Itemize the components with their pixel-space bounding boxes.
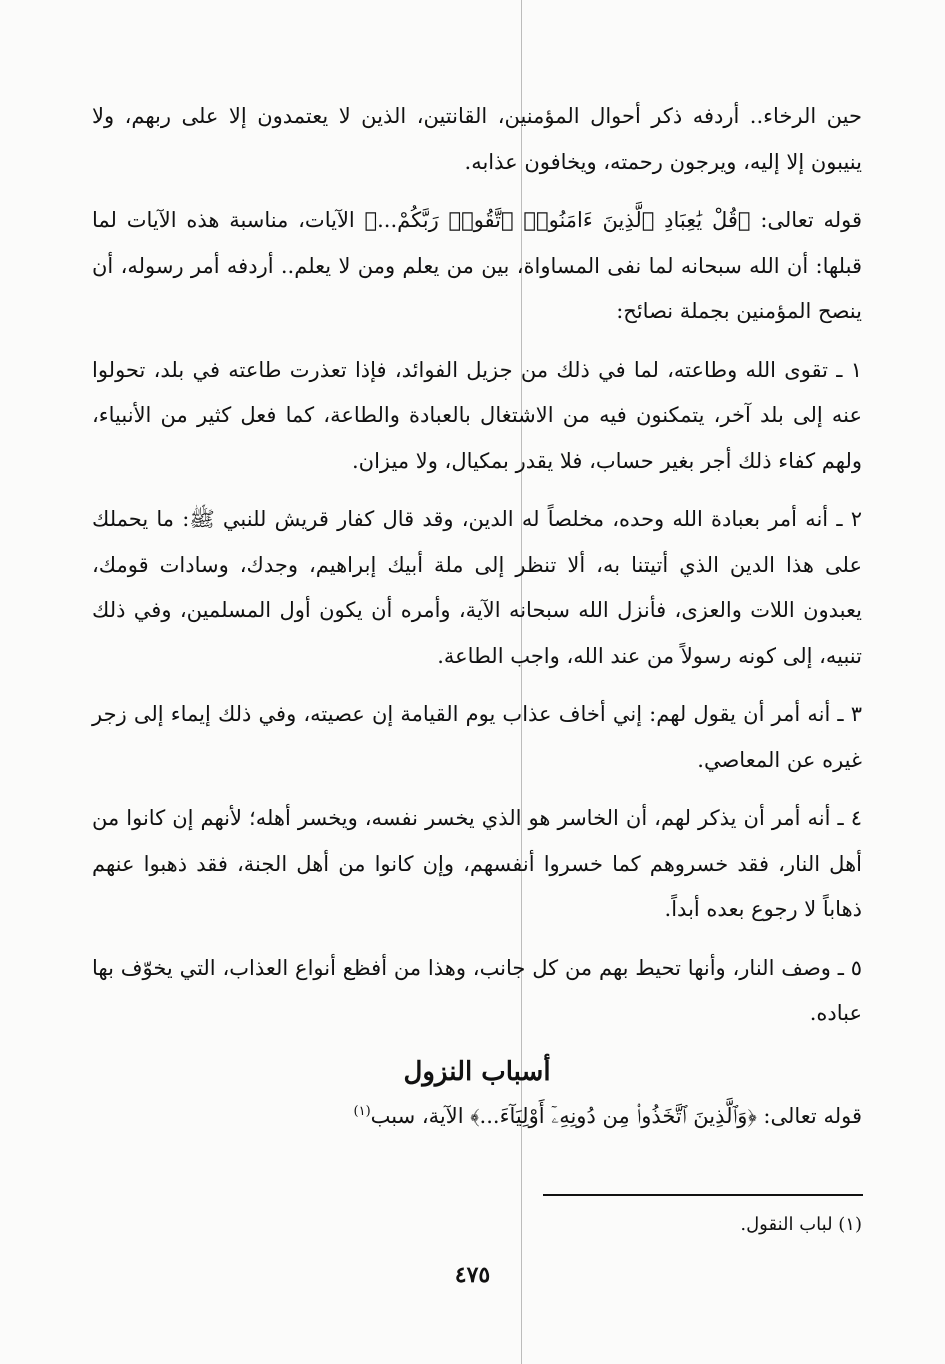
- paragraph-verse-context: قوله تعالى: ﴿قُلْ يَٰعِبَادِ ٱلَّذِينَ ءَامَنُوا۟ ٱتَّقُوا۟ رَبَّكُمْ...﴾ الآيات، مناسبة هذه الآيات لما قبلها: أن الله سبحانه لما نفى المساواة، بين من يعلم ومن لا يعلم.. أردفه أمر رسوله، أن ينصح المؤمنين بجملة نصائح:: [92, 208, 862, 323]
- footnote-divider: [543, 1194, 863, 1196]
- section-heading: أسباب النزول: [403, 1056, 551, 1087]
- paragraph-advice-4: ٤ ـ أنه أمر أن يذكر لهم، أن الخاسر هو الذي يخسر نفسه، ويخسر أهله؛ لأنهم إن كانوا من أهل النار، فقد خسروهم كما خسروا أنفسهم، وإن كانوا من أهل الجنة، فقد ذهبوا عنهم ذهاباً لا رجوع بعده أبداً.: [92, 806, 862, 921]
- paragraph-advice-1: ١ ـ تقوى الله وطاعته، لما في ذلك من جزيل الفوائد، فإذا تعذرت طاعته في بلد، تحولوا عنه إلى بلد آخر، يتمكنون فيه من الاشتغال بالعبادة والطاعة، كما فعل كثير من الأنبياء، ولهم كفاء ذلك أجر بغير حساب، فلا يقدر بمكيال، ولا ميزان.: [92, 357, 862, 473]
- reasons-text: قوله تعالى: ﴿وَٱلَّذِينَ ٱتَّخَذُوا۟ مِن دُونِهِۦٓ أَوْلِيَآءَ...﴾ الآية، سبب: [370, 1103, 862, 1128]
- paragraph-intro: حين الرخاء.. أردفه ذكر أحوال المؤمنين، القانتين، الذين لا يعتمدون إلا على ربهم، ولا ينيبون إلا إليه، ويرجون رحمته، ويخافون عذابه.: [92, 104, 862, 174]
- paragraph-reasons-start: [92, 1094, 862, 1140]
- main-text: [92, 94, 862, 1139]
- footnote-marker: (١): [353, 1103, 371, 1119]
- paragraph-advice-5: ٥ ـ وصف النار، وأنها تحيط بهم من كل جانب، وهذا من أفظع أنواع العذاب، التي يخوّف بها عباده.: [92, 955, 862, 1025]
- paragraph-advice-3: ٣ ـ أنه أمر أن يقول لهم: إني أخاف عذاب يوم القيامة إن عصيته، وفي ذلك إيماء إلى زجر غيره عن المعاصي.: [92, 702, 862, 772]
- page-number: ٤٧٥: [454, 1262, 491, 1288]
- footnote: (١) لباب النقول.: [740, 1214, 862, 1235]
- paragraph-advice-2: ٢ ـ أنه أمر بعبادة الله وحده، مخلصاً له الدين، وقد قال كفار قريش للنبي ﷺ: ما يحملك على هذا الدين الذي أتيتنا به، ألا تنظر إلى ملة أبيك إبراهيم، وجدك، وسادات قومك، يعبدون اللات والعزى، فأنزل الله سبحانه الآية، وأمره أن يكون أول المسلمين، وفي ذلك تنبيه، إلى كونه رسولاً من عند الله، واجب الطاعة.: [92, 507, 862, 668]
